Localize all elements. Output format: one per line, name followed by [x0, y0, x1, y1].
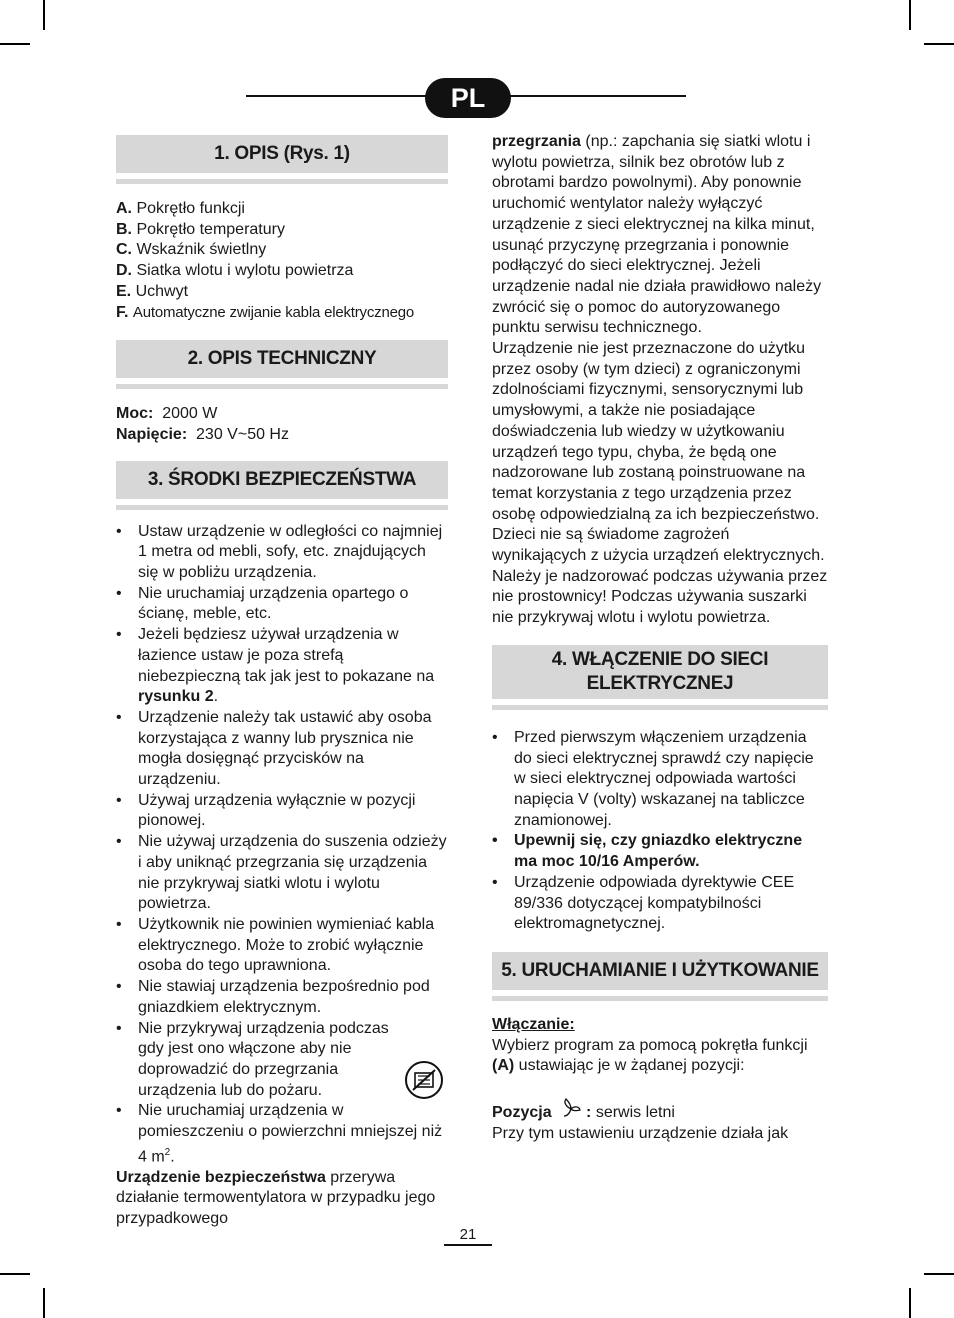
safety-device-paragraph-cont: przegrzania (np.: zapchania się siatki wlotu i wylotu powietrza, silnik bez obrotów lub z obrotami bardzo powolnymi). Aby ponownie uruchomić wentylator należy wyłączyć urządzenie z sieci elektrycznej na kilka minut, usunąć przyczynę przegrzania i ponownie podłączyć do sieci elektrycznej. Jeżeli urządzenie nadal nie działa prawidłowo należy zwrócić się o pomoc do autoryzowanego punktu serwisu technicznego. — [492, 133, 822, 337]
heading-underline — [116, 179, 448, 184]
crop-mark — [43, 0, 45, 30]
list-item: • Nie stawiaj urządzenia bezpośrednio pod gniazdkiem elektrycznym. — [116, 977, 448, 1018]
left-column — [116, 135, 448, 1230]
language-badge: PL — [425, 78, 511, 118]
children-paragraph: Dzieci nie są świadome zagrożeń wynikających z użycia urządzeń elektrycznych. Należy je nadzorować podczas używania przez nie prostownicy! Podczas używania suszarki nie przykrywaj wlotu i wylotu powietrza. — [492, 526, 828, 627]
list-item: • Nie przykrywaj urządzenia podczas gdy jest ono włączone aby nie doprowadzić do przegrzania urządzenia lub do pożaru. — [116, 1019, 448, 1102]
list-item: • Jeżeli będziesz używał urządzenia w łazience ustaw je poza strefą niebezpieczną tak jak jest to pokazane na rysunku 2. — [116, 625, 448, 708]
list-item: • Użytkownik nie powinien wymieniać kabla elektrycznego. Może to zrobić wyłącznie osoba do tego uprawniona. — [116, 915, 448, 977]
crop-mark — [43, 1288, 45, 1318]
program-paragraph: Wybierz program za pomocą pokrętła funkcji (A) ustawiając je w żądanej pozycji: — [492, 1036, 808, 1075]
section-heading-description: 1. OPIS (Rys. 1) — [116, 135, 448, 173]
section-heading-technical: 2. OPIS TECHNICZNY — [116, 340, 448, 378]
list-item: • Upewnij się, czy gniazdko elektryczne ma moc 10/16 Amperów. — [492, 831, 828, 872]
section-heading-safety: 3. ŚRODKI BEZPIECZEŃSTWA — [116, 461, 448, 499]
crop-mark — [909, 1288, 911, 1318]
right-column — [492, 132, 828, 1144]
do-not-cover-icon — [404, 1060, 444, 1100]
spec-power: Moc: 2000 W — [116, 405, 218, 423]
heading-underline — [116, 505, 448, 510]
list-item: • Nie uruchamiaj urządzenia opartego o ścianę, meble, etc. — [116, 584, 448, 625]
part-item: D. Siatka wlotu i wylotu powietrza — [116, 262, 354, 280]
parts-list — [116, 199, 448, 323]
switch-on-label: Włączanie: — [492, 1015, 575, 1033]
heading-underline — [492, 996, 828, 1001]
part-item: A. Pokrętło funkcji — [116, 200, 245, 217]
list-item: • Ustaw urządzenie w odległości co najmniej 1 metra od mebli, sofy, etc. znajdujących się w pobliżu urządzenia. — [116, 522, 448, 584]
spec-voltage: Napięcie: 230 V~50 Hz — [116, 425, 289, 443]
section-technical — [116, 340, 448, 389]
connection-list — [492, 728, 828, 935]
header-rule-left — [246, 95, 430, 97]
page-number: 21 — [459, 1226, 477, 1243]
page-number-rule — [444, 1244, 492, 1246]
section-heading-connection: 4. WŁĄCZENIE DO SIECI ELEKTRYCZNEJ — [492, 645, 828, 699]
crop-mark — [0, 43, 30, 45]
part-item: F. Automatyczne zwijanie kabla elektrycznego — [116, 303, 415, 321]
position-line: Pozycja : serwis letni — [492, 1097, 828, 1124]
heading-underline — [116, 384, 448, 389]
part-item: E. Uchwyt — [116, 282, 189, 300]
section-operation — [492, 952, 828, 1001]
header-rule-right — [506, 95, 686, 97]
operation-text — [492, 1015, 828, 1145]
list-item: • Używaj urządzenia wyłącznie w pozycji pionowej. — [116, 791, 448, 832]
fan-icon — [558, 1097, 584, 1119]
section-connection — [492, 645, 828, 710]
list-item: • Urządzenie należy tak ustawić aby osoba korzystająca z wanny lub prysznica nie mogła dosięgnąć przycisków na urządzeniu. — [116, 708, 448, 791]
position-description: Przy tym ustawieniu urządzenie działa jak — [492, 1124, 789, 1142]
list-item: • Nie uruchamiaj urządzenia w pomieszczeniu o powierzchni mniejszej niż 4 $m^2$. — [116, 1101, 448, 1167]
part-item: C. Wskaźnik świetlny — [116, 241, 267, 259]
crop-mark — [924, 43, 954, 45]
crop-mark — [924, 1273, 954, 1275]
part-item: B. Pokrętło temperatury — [116, 220, 285, 238]
heading-underline — [492, 705, 828, 710]
crop-mark — [909, 0, 911, 30]
persons-paragraph: Urządzenie nie jest przeznaczone do użytku przez osoby (w tym dzieci) z ograniczonymi zdolnościami fizycznymi, sensorycznymi lub umysłowymi, a także nie posiadające doświadczenia lub wiedzy w użytkowaniu urządzeń tego typu, chyba, że będą one nadzorowane lub zostaną poinstruowane na temat korzystania z tego urządzenia przez osobę odpowiedzialną za ich bezpieczeństwo. — [492, 340, 820, 523]
tech-specs — [116, 404, 448, 445]
list-item: • Przed pierwszym włączeniem urządzenia do sieci elektrycznej sprawdź czy napięcie w sieci elektrycznej odpowiada wartości napięcia V (volty) wskazanej na tabliczce znamionowej. — [492, 728, 828, 832]
safety-device-paragraph: Urządzenie bezpieczeństwa przerywa działanie termowentylatora w przypadku jego przypadkowego — [116, 1168, 436, 1228]
section-heading-operation: 5. URUCHAMIANIE I UŻYTKOWANIE — [492, 952, 828, 990]
list-item: • Urządzenie odpowiada dyrektywie CEE 89/336 dotyczącej kompatybilności elektromagnetycznej. — [492, 873, 828, 935]
list-item: • Nie używaj urządzenia do suszenia odzieży i aby uniknąć przegrzania się urządzenia nie przykrywaj siatki wlotu i wylotu powietrza. — [116, 832, 448, 915]
crop-mark — [0, 1273, 30, 1275]
safety-list — [116, 522, 448, 1168]
section-safety — [116, 461, 448, 510]
